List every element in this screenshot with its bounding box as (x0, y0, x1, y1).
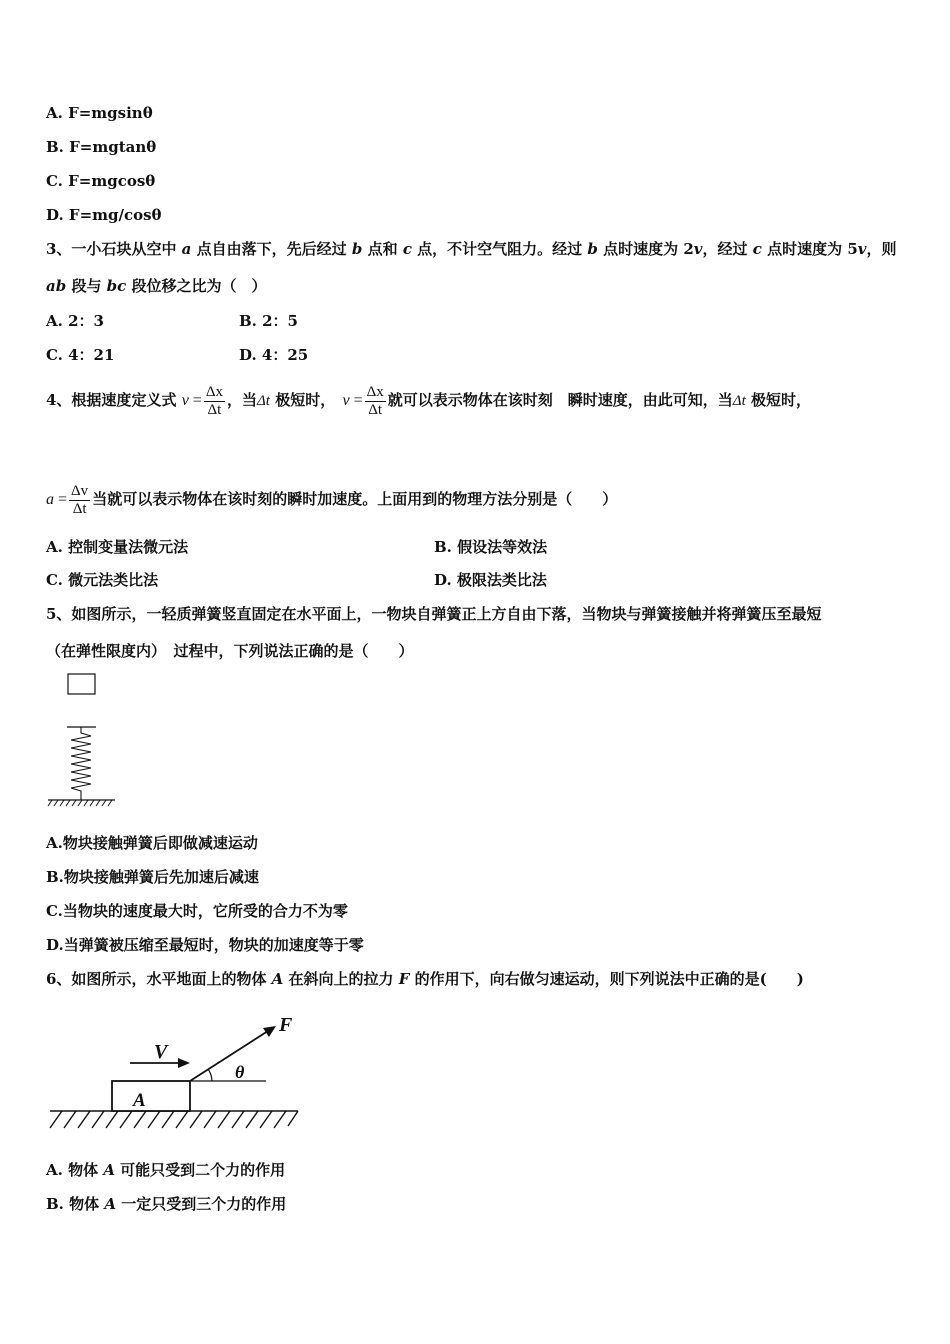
q3-var-c: c (402, 240, 412, 258)
q4-numerator: Δx (205, 383, 223, 400)
force-label: F (279, 1014, 293, 1036)
force-arrow (190, 1029, 271, 1081)
q3-stem-line1 (46, 239, 897, 259)
force-arrowhead (263, 1026, 276, 1037)
q6-var-f: F (398, 970, 410, 988)
q3-option-d: D. 4：25 (239, 346, 309, 364)
falling-block (68, 674, 95, 694)
q4-denominator: Δt (368, 401, 383, 418)
q3-text: 点和 (362, 240, 403, 258)
q6-option-text: 一定只受到三个力的作用 (116, 1195, 287, 1213)
q4-fraction-dx-dt-2 (365, 384, 386, 419)
q4-stem-line2 (46, 477, 617, 522)
q6-text: 在斜向上的拉力 (283, 970, 399, 988)
q4-text: 就可以表示物体在该时刻 瞬时速度，由此可知，当 (387, 391, 733, 409)
q5-option-a: A.物块接触弹簧后即做减速运动 (46, 834, 258, 852)
q6-option-text: B. 物体 (46, 1195, 105, 1213)
q4-text: 4、根据速度定义式 (46, 391, 177, 409)
q6-var-a: A (103, 1161, 115, 1179)
q4-option-b: B. 假设法等效法 (434, 538, 548, 556)
q3-text: ，则 (866, 240, 897, 258)
theta-arc (208, 1069, 212, 1081)
q3-var-b: b (351, 240, 363, 258)
q4-var-a: a (46, 491, 54, 508)
q4-delta-t: Δt (257, 393, 270, 409)
q4-fraction-dv-dt (69, 483, 90, 518)
q4-option-d: D. 极限法类比法 (434, 571, 547, 589)
q6-var-a: A (104, 1195, 116, 1213)
velocity-label: V (154, 1041, 168, 1063)
q6-option-text: A. 物体 (46, 1161, 104, 1179)
q3-var-v: v (857, 240, 867, 258)
q3-var-bc: bc (106, 277, 127, 295)
q5-option-b: B.物块接触弹簧后先加速后减速 (46, 868, 259, 886)
q4-text: 极短时， (269, 391, 336, 409)
q6-option-text: 可能只受到二个力的作用 (114, 1161, 286, 1179)
q4-denominator: Δt (207, 401, 222, 418)
q3-stem-line2 (46, 276, 267, 296)
q4-fraction-dx-dt (204, 384, 225, 419)
velocity-arrowhead (178, 1058, 190, 1068)
q4-delta-t: Δt (732, 393, 746, 409)
q5-stem-line2: （在弹性限度内） 过程中，下列说法正确的是（ ） (46, 642, 414, 660)
q3-var-ab: ab (46, 277, 67, 295)
q2-option-b: B. F=mgtanθ (46, 138, 157, 156)
q3-var-a: a (181, 240, 192, 258)
q5-stem-line1: 5、如图所示，一轻质弹簧竖直固定在水平面上，一物块自弹簧正上方自由下落，当物块与弹簧接触并将弹簧压至最短 (46, 605, 822, 623)
q3-option-a: A. 2：3 (46, 312, 104, 330)
block-a (112, 1081, 190, 1111)
q3-text: 段位移之比为（ ） (126, 277, 267, 295)
q4-denominator: Δt (72, 500, 87, 517)
q4-text: 当就可以表示物体在该时刻的瞬时加速度。上面用到的物理方法分别是（ ） (92, 490, 618, 508)
q3-text: 3、一小石块从空中 (46, 240, 182, 258)
q3-var-b: b (587, 240, 598, 258)
q4-option-a: A. 控制变量法微元法 (46, 538, 189, 556)
block-label: A (133, 1090, 146, 1111)
q4-equals: = (54, 491, 68, 508)
q2-option-d: D. F=mg/cosθ (46, 206, 162, 224)
spring-block-figure (44, 670, 124, 810)
q5-option-d: D.当弹簧被压缩至最短时，物块的加速度等于零 (46, 936, 364, 954)
q5-option-c: C.当物块的速度最大时，它所受的合力不为零 (46, 902, 348, 920)
spring-coil (71, 727, 91, 800)
q3-var-v: v (693, 240, 703, 258)
q4-stem-line1 (46, 378, 811, 423)
q4-numerator: Δv (71, 482, 89, 499)
incline-force-figure (44, 1010, 304, 1135)
q3-option-b: B. 2：5 (239, 312, 298, 330)
q4-numerator: Δx (366, 383, 384, 400)
q3-text: 点自由落下，先后经过 (191, 240, 352, 258)
q4-equals: = (188, 392, 202, 409)
ground-hatch (48, 800, 112, 806)
q3-text: 点时速度为 5 (761, 240, 858, 258)
q3-var-c: c (752, 240, 762, 258)
q2-option-a: A. F=mgsinθ (46, 104, 153, 122)
q3-text: ，经过 (702, 240, 753, 258)
q3-text: 点，不计空气阻力。经过 (411, 240, 588, 258)
q6-option-b (46, 1194, 286, 1214)
q3-text: 段与 (66, 277, 107, 295)
q3-text: 点时速度为 2 (597, 240, 694, 258)
q4-option-c: C. 微元法类比法 (46, 571, 159, 589)
q4-equals: = (349, 392, 363, 409)
q6-var-a: A (271, 970, 284, 988)
q4-text: 极短时， (745, 391, 811, 409)
q4-var-v: v (342, 392, 350, 409)
ground-hatch (50, 1111, 298, 1128)
q6-stem (46, 969, 804, 989)
theta-label: θ (235, 1062, 245, 1082)
q3-option-c: C. 4：21 (46, 346, 115, 364)
q6-text: 的作用下，向右做匀速运动，则下列说法中正确的是( ) (409, 970, 804, 988)
q4-var-v: v (181, 392, 189, 409)
q6-option-a (46, 1160, 285, 1180)
q4-text: ，当 (226, 391, 257, 409)
q6-text: 6、如图所示，水平地面上的物体 (46, 970, 272, 988)
q2-option-c: C. F=mgcosθ (46, 172, 156, 190)
